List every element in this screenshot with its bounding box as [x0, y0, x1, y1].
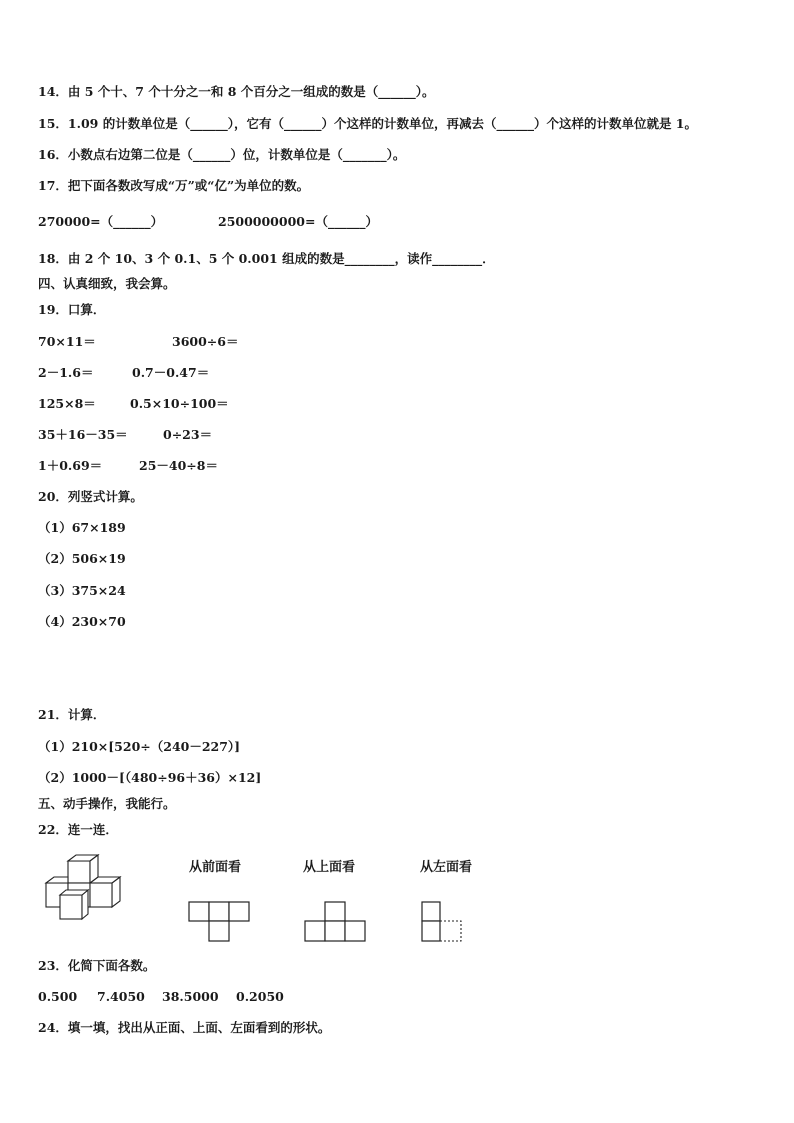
- section-5-heading: 五、动手操作，我能行。: [38, 796, 176, 811]
- q20-item: （3）375×24: [38, 583, 126, 598]
- top-view-shape: [304, 901, 366, 943]
- q21-item: （1）210×[520÷（240－227）]: [38, 739, 241, 754]
- left-view-shape: [421, 901, 465, 943]
- view-label-front: 从前面看: [189, 860, 242, 875]
- q17-item-b: 2500000000=（______）: [218, 214, 378, 229]
- q23-number: 0.500: [38, 989, 78, 1004]
- q15: 15．1.09 的计数单位是（______），它有（______）个这样的计数单位，再减去（______）个这样的计数单位就是 1。: [38, 116, 697, 131]
- q19-expr: 0.5×10÷100＝: [130, 396, 229, 411]
- q23-number: 38.5000: [162, 989, 219, 1004]
- q17: 17．把下面各数改写成“万”或“亿”为单位的数。: [38, 178, 310, 193]
- q19-expr: 0÷23＝: [163, 427, 213, 442]
- q19-expr: 35＋16－35＝: [38, 427, 128, 442]
- q22: 22．连一连．: [38, 822, 118, 837]
- cube-stack-figure: [40, 855, 140, 925]
- q20-item: （2）506×19: [38, 551, 126, 566]
- q19-expr: 125×8＝: [38, 396, 96, 411]
- q20-item: （1）67×189: [38, 520, 126, 535]
- q14: 14．由 5 个十、7 个十分之一和 8 个百分之一组成的数是（______）。: [38, 84, 435, 99]
- q16: 16．小数点右边第二位是（______）位，计数单位是（_______）。: [38, 147, 406, 162]
- q19-expr: 25－40÷8＝: [139, 458, 218, 473]
- q24: 24．填一填，找出从正面、上面、左面看到的形状。: [38, 1020, 331, 1035]
- q19-expr: 3600÷6＝: [172, 334, 239, 349]
- section-4-heading: 四、认真细致，我会算。: [38, 276, 176, 291]
- q19-expr: 1＋0.69＝: [38, 458, 103, 473]
- front-view-shape: [188, 901, 250, 943]
- q23-number: 7.4050: [97, 989, 145, 1004]
- q21-item: （2）1000－[（480÷96＋36）×12]: [38, 770, 262, 785]
- q21: 21．计算．: [38, 707, 106, 722]
- q18: 18．由 2 个 10、3 个 0.1、5 个 0.001 组成的数是________，读作________．: [38, 251, 495, 266]
- q19: 19．口算．: [38, 302, 106, 317]
- q17-item-a: 270000=（______）: [38, 214, 164, 229]
- view-label-left: 从左面看: [420, 860, 473, 875]
- q20: 20．列竖式计算。: [38, 489, 143, 504]
- q19-expr: 2－1.6＝: [38, 365, 94, 380]
- q19-expr: 0.7－0.47＝: [132, 365, 210, 380]
- q19-expr: 70×11＝: [38, 334, 96, 349]
- q23-number: 0.2050: [236, 989, 284, 1004]
- view-label-top: 从上面看: [303, 860, 356, 875]
- q23: 23．化简下面各数。: [38, 958, 156, 973]
- q20-item: （4）230×70: [38, 614, 126, 629]
